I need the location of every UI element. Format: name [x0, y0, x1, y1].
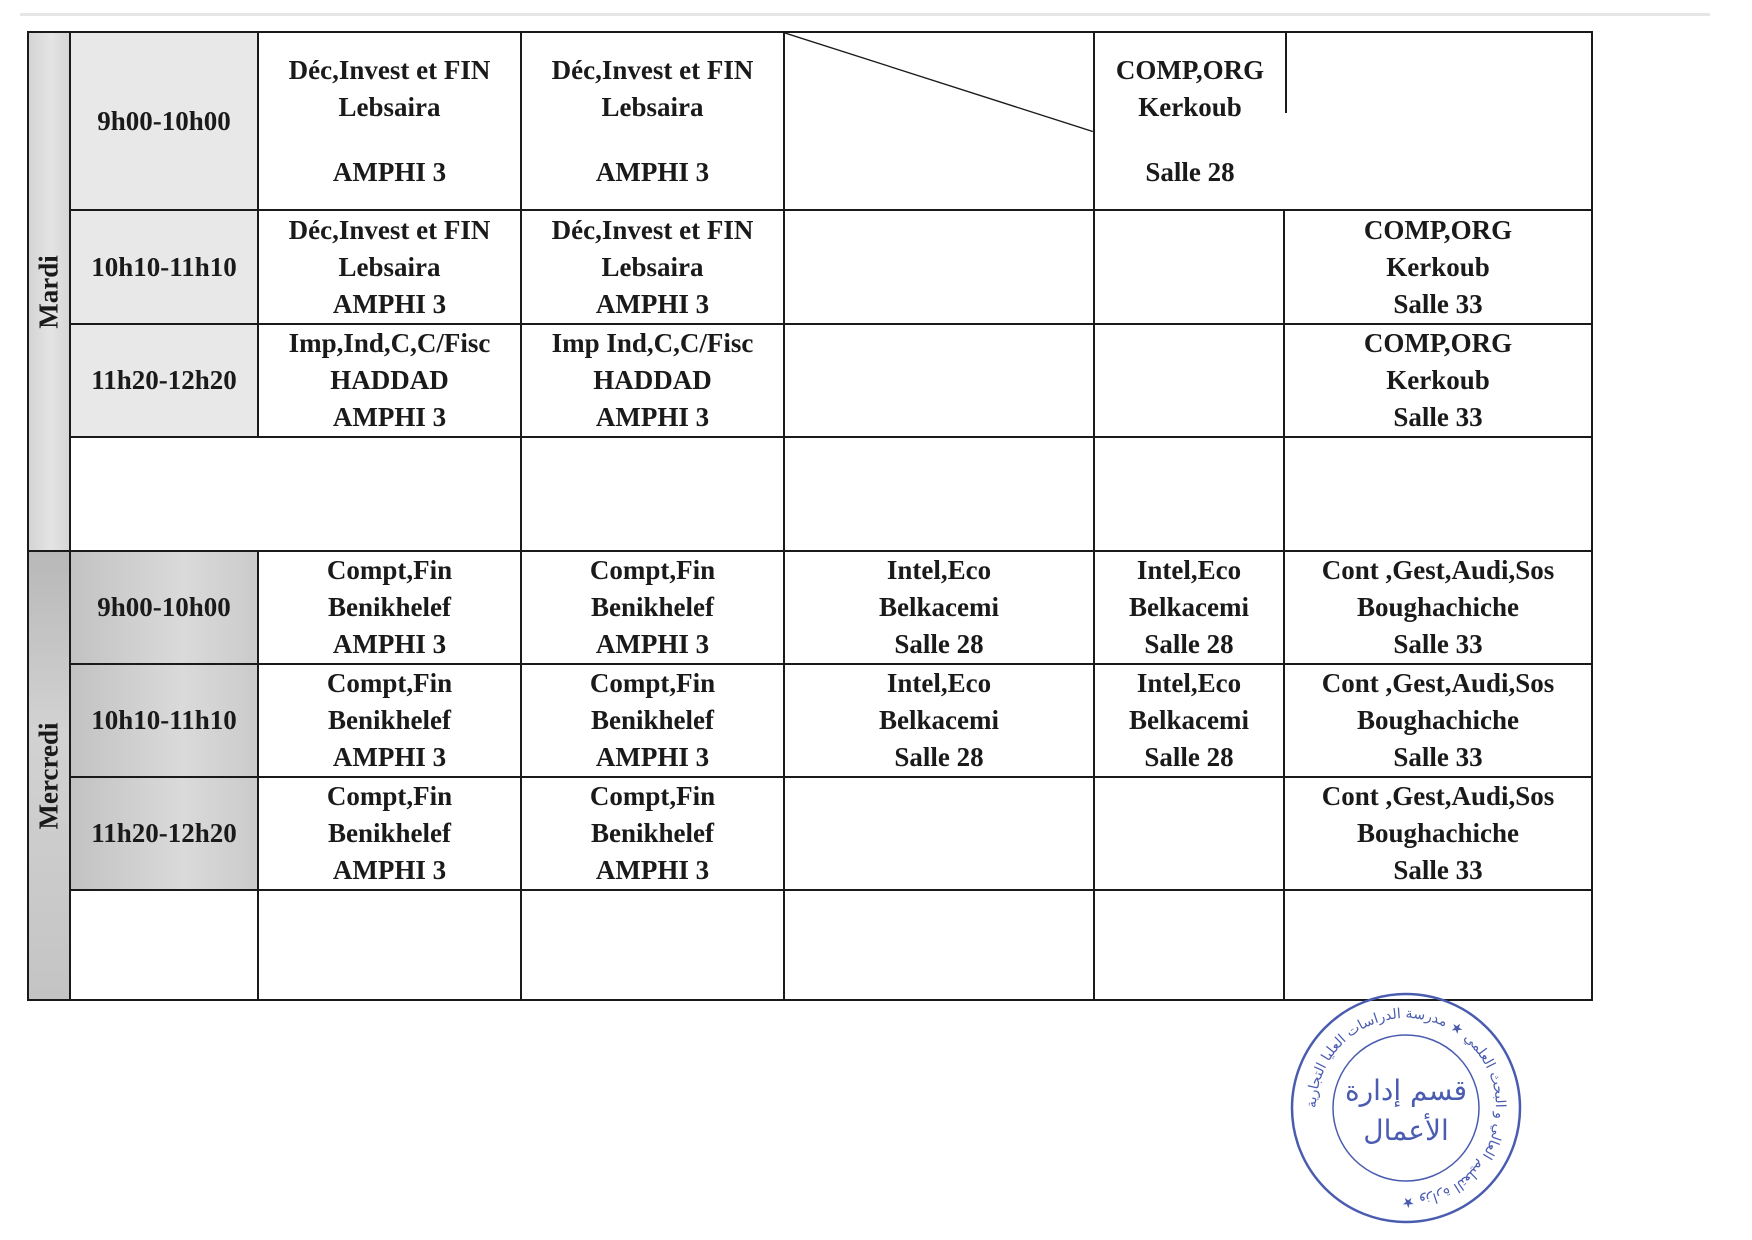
empty-cell — [521, 890, 784, 1000]
crossed-out-cell — [784, 32, 1094, 210]
course-cell: COMP,ORG Kerkoub Salle 28 — [1094, 32, 1592, 210]
empty-cell — [1284, 437, 1592, 551]
time-slot: 9h00-10h00 — [70, 32, 258, 210]
course-cell: Intel,Eco Belkacemi Salle 28 — [1094, 664, 1284, 777]
course-cell: Déc,Invest et FIN Lebsaira AMPHI 3 — [258, 32, 521, 210]
page-top-edge — [20, 13, 1710, 16]
table-row — [28, 777, 1592, 890]
course-cell: Intel,Eco Belkacemi Salle 28 — [1094, 551, 1284, 664]
day-label: Mercredi — [33, 722, 64, 829]
table-row — [28, 32, 1592, 210]
empty-cell — [1284, 890, 1592, 1000]
empty-cell — [521, 437, 784, 551]
course-cell: Compt,Fin Benikhelef AMPHI 3 — [521, 777, 784, 890]
table-row — [28, 210, 1592, 324]
course-cell: Compt,Fin Benikhelef AMPHI 3 — [521, 551, 784, 664]
course-cell: Cont ,Gest,Audi,Sos Boughachiche Salle 33 — [1284, 664, 1592, 777]
stamp-center-line-2: الأعمال — [1363, 1114, 1449, 1147]
time-slot: 9h00-10h00 — [70, 551, 258, 664]
time-slot: 10h10-11h10 — [70, 210, 258, 324]
course-cell: Intel,Eco Belkacemi Salle 28 — [784, 664, 1094, 777]
table-row — [28, 437, 1592, 551]
day-cell-mercredi — [28, 551, 70, 1000]
empty-cell — [70, 890, 258, 1000]
stamp-outer-ring — [1292, 994, 1520, 1222]
table-row — [28, 551, 1592, 664]
course-cell: Déc,Invest et FIN Lebsaira AMPHI 3 — [258, 210, 521, 324]
time-slot: 11h20-12h20 — [70, 324, 258, 437]
course-cell: Intel,Eco Belkacemi Salle 28 — [784, 551, 1094, 664]
day-label: Mardi — [33, 254, 64, 329]
empty-cell — [1094, 324, 1284, 437]
empty-cell — [258, 890, 521, 1000]
course-cell: Compt,Fin Benikhelef AMPHI 3 — [521, 664, 784, 777]
empty-cell — [1094, 890, 1284, 1000]
timetable — [27, 31, 1593, 1001]
department-stamp — [1288, 990, 1524, 1226]
table-row — [28, 664, 1592, 777]
empty-cell — [1094, 437, 1284, 551]
time-slot: 11h20-12h20 — [70, 777, 258, 890]
empty-cell — [784, 437, 1094, 551]
partial-divider — [1285, 33, 1287, 113]
diagonal-strike — [785, 33, 1093, 209]
course-cell: COMP,ORG Kerkoub Salle 33 — [1284, 210, 1592, 324]
stamp-ring-text: وزارة التعليم العالي و البحث العلمي ★ مدرسة الدراسات العليا التجارية ★ — [1303, 1005, 1509, 1211]
course-cell: Compt,Fin Benikhelef AMPHI 3 — [258, 551, 521, 664]
empty-cell — [70, 437, 521, 551]
table-row — [28, 324, 1592, 437]
course-cell: Cont ,Gest,Audi,Sos Boughachiche Salle 33 — [1284, 777, 1592, 890]
empty-cell — [784, 210, 1094, 324]
day-cell-mardi — [28, 32, 70, 551]
empty-cell — [1094, 777, 1284, 890]
course-cell: Déc,Invest et FIN Lebsaira AMPHI 3 — [521, 32, 784, 210]
empty-cell — [784, 890, 1094, 1000]
empty-cell — [784, 777, 1094, 890]
course-cell: Compt,Fin Benikhelef AMPHI 3 — [258, 664, 521, 777]
course-cell: Déc,Invest et FIN Lebsaira AMPHI 3 — [521, 210, 784, 324]
stamp-center-line-1: قسم إدارة — [1344, 1074, 1468, 1107]
time-slot: 10h10-11h10 — [70, 664, 258, 777]
empty-cell — [1094, 210, 1284, 324]
course-cell: COMP,ORG Kerkoub Salle 33 — [1284, 324, 1592, 437]
empty-cell — [784, 324, 1094, 437]
stamp-inner-ring — [1333, 1035, 1479, 1181]
course-cell: Imp,Ind,C,C/Fisc HADDAD AMPHI 3 — [258, 324, 521, 437]
course-cell: Compt,Fin Benikhelef AMPHI 3 — [258, 777, 521, 890]
table-row — [28, 890, 1592, 1000]
course-cell: Cont ,Gest,Audi,Sos Boughachiche Salle 33 — [1284, 551, 1592, 664]
course-cell: Imp Ind,C,C/Fisc HADDAD AMPHI 3 — [521, 324, 784, 437]
